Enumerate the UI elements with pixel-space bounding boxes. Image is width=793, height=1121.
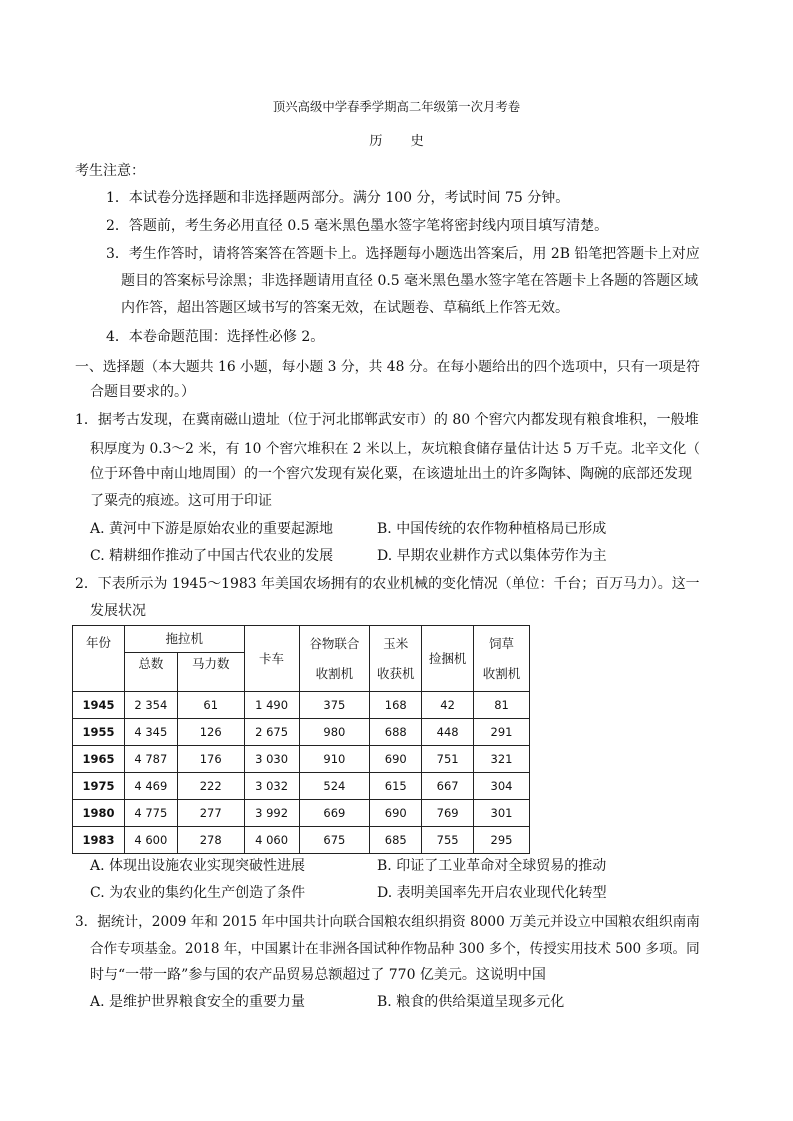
table-row — [73, 773, 530, 800]
table-cell: 448 — [422, 719, 474, 746]
notice-item-3-cont1: 题目的答案标号涂黑；非选择题请用直径 0.5 毫米黑色墨水签字笔在答题卡上各题的答题区域 — [121, 273, 699, 289]
table-cell: 667 — [422, 773, 474, 800]
header-corn — [370, 626, 422, 692]
table-cell: 1980 — [73, 800, 125, 827]
table-cell: 2 354 — [124, 692, 177, 719]
header-forage-line-1: 饲草 — [489, 635, 515, 651]
header-tractor: 拖拉机 — [124, 626, 244, 653]
table-cell: 675 — [299, 827, 370, 854]
table-cell: 1983 — [73, 827, 125, 854]
table-cell: 524 — [299, 773, 370, 800]
table-cell: 4 787 — [124, 746, 177, 773]
subject-title: 历史 — [369, 134, 452, 149]
table-row — [73, 800, 530, 827]
table-cell: 4 345 — [124, 719, 177, 746]
question-1-option-b[interactable]: B. 中国传统的农作物种植格局已形成 — [377, 521, 607, 537]
table-cell: 690 — [370, 746, 422, 773]
question-2-option-d[interactable]: D. 表明美国率先开启农业现代化转型 — [377, 885, 607, 901]
table-cell: 61 — [177, 692, 244, 719]
table-cell: 4 600 — [124, 827, 177, 854]
table-cell: 769 — [422, 800, 474, 827]
notice-item-4: 4．本卷命题范围：选择性必修 2。 — [106, 329, 325, 345]
header-tractor-total: 总数 — [124, 653, 177, 692]
table-cell: 669 — [299, 800, 370, 827]
header-baler: 捡捆机 — [422, 626, 474, 692]
table-cell: 4 469 — [124, 773, 177, 800]
table-cell: 278 — [177, 827, 244, 854]
question-3-option-b[interactable]: B. 粮食的供给渠道呈现多元化 — [377, 994, 565, 1010]
table-cell: 222 — [177, 773, 244, 800]
question-1-line-4: 了粟壳的痕迹。这可用于印证 — [90, 493, 272, 509]
header-combine-line-2: 收割机 — [315, 665, 354, 681]
table-cell: 1965 — [73, 746, 125, 773]
question-3-line-1: 3．据统计，2009 年和 2015 年中国共计向联合国粮农组织捐资 8000 万美元并设立中国粮农组织南南 — [75, 914, 700, 930]
header-corn-line-1: 玉米 — [383, 635, 409, 651]
table-cell: 688 — [370, 719, 422, 746]
table-cell: 81 — [474, 692, 530, 719]
question-3-option-a[interactable]: A. 是维护世界粮食安全的重要力量 — [90, 994, 306, 1010]
table-cell: 1955 — [73, 719, 125, 746]
table-cell: 1975 — [73, 773, 125, 800]
table-cell: 755 — [422, 827, 474, 854]
table-cell: 3 030 — [244, 746, 299, 773]
table-cell: 42 — [422, 692, 474, 719]
header-forage-line-2: 收割机 — [482, 665, 521, 681]
table-cell: 4 775 — [124, 800, 177, 827]
question-3-line-2: 合作专项基金。2018 年，中国累计在非洲各国试种作物品种 300 多个，传授实用技术 500 多项。同 — [90, 941, 700, 957]
notice-item-2: 2．答题前，考生务必用直径 0.5 毫米黑色墨水签字笔将密封线内项目填写清楚。 — [106, 218, 609, 234]
notice-item-3: 3．考生作答时，请将答案答在答题卡上。选择题每小题选出答案后，用 2B 铅笔把答题卡上对应 — [106, 246, 700, 262]
table-row — [73, 746, 530, 773]
table-cell: 168 — [370, 692, 422, 719]
machinery-table — [72, 625, 530, 854]
question-1-option-d[interactable]: D. 早期农业耕作方式以集体劳作为主 — [377, 548, 607, 564]
header-combine-line-1: 谷物联合 — [309, 635, 360, 651]
question-1-option-a[interactable]: A. 黄河中下游是原始农业的重要起源地 — [90, 521, 334, 537]
table-cell: 685 — [370, 827, 422, 854]
section-heading: 一、选择题（本大题共 16 小题，每小题 3 分，共 48 分。在每小题给出的四个选项中，只有一项是符 — [75, 359, 700, 375]
notice-item-1: 1．本试卷分选择题和非选择题两部分。满分 100 分，考试时间 75 分钟。 — [106, 190, 570, 206]
question-3-line-3: 时与“一带一路”参与国的农产品贸易总额超过了 770 亿美元。这说明中国 — [90, 967, 546, 983]
table-cell: 295 — [474, 827, 530, 854]
table-cell: 304 — [474, 773, 530, 800]
table-cell: 4 060 — [244, 827, 299, 854]
table-cell: 176 — [177, 746, 244, 773]
question-2-option-c[interactable]: C. 为农业的集约化生产创造了条件 — [90, 885, 306, 901]
question-2-option-b[interactable]: B. 印证了工业革命对全球贸易的推动 — [377, 858, 607, 874]
table-cell: 126 — [177, 719, 244, 746]
question-1-line-2: 积厚度为 0.3～2 米，有 10 个窖穴堆积在 2 米以上，灰坑粮食储存量估计达 5 万千克。北辛文化（ — [90, 441, 701, 457]
table-row — [73, 692, 530, 719]
question-2-option-a[interactable]: A. 体现出设施农业实现突破性进展 — [90, 858, 306, 874]
table-cell: 910 — [299, 746, 370, 773]
table-cell: 980 — [299, 719, 370, 746]
table-cell: 301 — [474, 800, 530, 827]
header-tractor-hp: 马力数 — [177, 653, 244, 692]
table-cell: 375 — [299, 692, 370, 719]
table-cell: 1945 — [73, 692, 125, 719]
header-corn-line-2: 收获机 — [376, 665, 415, 681]
header-forage — [474, 626, 530, 692]
notice-item-3-cont2: 内作答，超出答题区域书写的答案无效，在试题卷、草稿纸上作答无效。 — [121, 300, 569, 316]
question-1-option-c[interactable]: C. 精耕细作推动了中国古代农业的发展 — [90, 548, 334, 564]
table-cell: 615 — [370, 773, 422, 800]
table-cell: 291 — [474, 719, 530, 746]
table-cell: 277 — [177, 800, 244, 827]
question-1-line-1: 1．据考古发现，在冀南磁山遗址（位于河北邯郸武安市）的 80 个窖穴内都发现有粮食堆积，一般堆 — [75, 412, 699, 428]
table-row — [73, 719, 530, 746]
table-cell: 690 — [370, 800, 422, 827]
header-truck: 卡车 — [244, 626, 299, 692]
section-heading-cont: 合题目要求的。） — [90, 384, 195, 400]
header-year: 年份 — [73, 626, 125, 692]
table-cell: 3 032 — [244, 773, 299, 800]
table-cell: 1 490 — [244, 692, 299, 719]
question-2-line-1: 2．下表所示为 1945～1983 年美国农场拥有的农业机械的变化情况（单位：千台；百万马力）。这一 — [75, 576, 700, 592]
table-cell: 3 992 — [244, 800, 299, 827]
question-1-line-3: 位于环鲁中南山地周围）的一个窖穴发现有炭化粟，在该遗址出土的许多陶钵、陶碗的底部还发现 — [90, 466, 692, 482]
table-cell: 321 — [474, 746, 530, 773]
header-combine — [299, 626, 370, 692]
question-2-line-2: 发展状况 — [90, 603, 146, 619]
table-cell: 751 — [422, 746, 474, 773]
exam-title: 顶兴高级中学春季学期高二年级第一次月考卷 — [272, 100, 521, 114]
table-cell: 2 675 — [244, 719, 299, 746]
notice-heading: 考生注意： — [75, 163, 145, 179]
table-row — [73, 827, 530, 854]
